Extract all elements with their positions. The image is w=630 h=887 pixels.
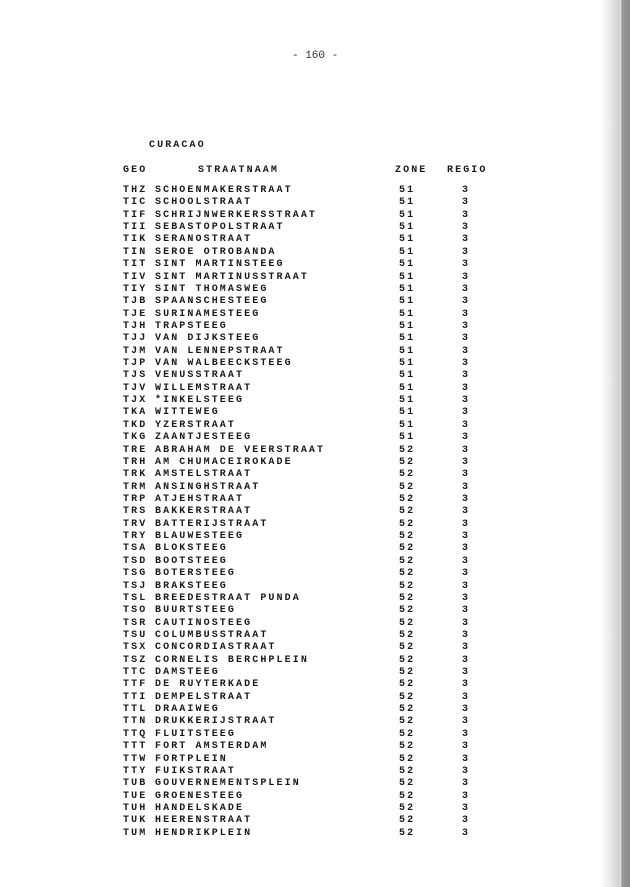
regio: 3 [462,555,471,567]
geo-code: TIF [123,209,148,221]
regio: 3 [462,456,471,468]
regio: 3 [462,642,471,654]
zone: 52 [399,728,416,740]
zone: 52 [399,617,416,629]
geo-code: TIN [123,246,148,258]
geo-code: TJS [123,370,148,382]
geo-code: TJJ [123,333,148,345]
zone: 51 [399,419,416,431]
geo-code: TJE [123,308,148,320]
geo-code: TRK [123,469,148,481]
regio: 3 [462,419,471,431]
geo-code: TTC [123,667,148,679]
zone: 51 [399,234,416,246]
page-number: - 160 - [292,50,339,62]
street-name: FORT AMSTERDAM [155,741,269,753]
regio: 3 [462,518,471,530]
zone: 52 [399,741,416,753]
geo-code: TRV [123,518,148,530]
regio: 3 [462,815,471,827]
geo-code: THZ [123,185,148,196]
street-name: FUIKSTRAAT [155,765,237,777]
regio: 3 [462,667,471,679]
regio: 3 [462,234,471,246]
street-name: CONCORDIASTRAAT [155,642,277,654]
geo-code: TUB [123,778,148,790]
zone: 51 [399,259,416,271]
regio: 3 [462,654,471,666]
geo-code: TTN [123,716,148,728]
street-name: WILLEMSTRAAT [155,382,253,394]
street-name: VAN DIJKSTEEG [155,333,261,345]
street-name: VENUSSTRAAT [155,370,245,382]
geo-code: TSG [123,568,148,580]
zone: 51 [399,246,416,258]
regio: 3 [462,778,471,790]
street-name: DRAAIWEG [155,704,220,716]
zone: 52 [399,790,416,802]
zone: 52 [399,642,416,654]
regio: 3 [462,827,471,839]
geo-code: TIT [123,259,148,271]
street-name: BUURTSTEEG [155,605,237,617]
geo-code: TSO [123,605,148,617]
geo-code: TKD [123,419,148,431]
zone: 51 [399,283,416,295]
regio: 3 [462,333,471,345]
regio: 3 [462,370,471,382]
regio: 3 [462,543,471,555]
zone: 52 [399,667,416,679]
zone: 52 [399,456,416,468]
street-name: SERANOSTRAAT [155,234,253,246]
street-name: HANDELSKADE [155,803,245,814]
regio: 3 [462,617,471,629]
regio: 3 [462,494,471,505]
zone: 51 [399,209,416,221]
regio: 3 [462,222,471,234]
zone: 52 [399,803,416,814]
geo-code: TSA [123,543,148,555]
zone: 52 [399,592,416,604]
street-name: SEROE OTROBANDA [155,246,277,258]
street-name: CAUTINOSTEEG [155,617,253,629]
street-name: TRAPSTEEG [155,320,228,332]
regio: 3 [462,382,471,394]
regio: 3 [462,790,471,802]
zone: 51 [399,333,416,345]
regio: 3 [462,209,471,221]
regio: 3 [462,741,471,753]
zone: 51 [399,382,416,394]
geo-code: TUK [123,815,148,827]
street-name: SCHOENMAKERSTRAAT [155,185,293,196]
street-name: BATTERIJSTRAAT [155,518,269,530]
regio: 3 [462,716,471,728]
geo-code: TRH [123,456,148,468]
zone: 52 [399,765,416,777]
zone: 52 [399,629,416,641]
zone: 52 [399,580,416,592]
street-name: BREEDESTRAAT PUNDA [155,592,301,604]
zone: 51 [399,345,416,357]
street-name: HEERENSTRAAT [155,815,253,827]
zone: 52 [399,778,416,790]
zone: 52 [399,827,416,839]
zone: 52 [399,469,416,481]
street-name: YZERSTRAAT [155,419,237,431]
street-name: FLUITSTEEG [155,728,237,740]
zone: 51 [399,185,416,196]
street-name: DEMPELSTRAAT [155,691,253,703]
zone: 51 [399,320,416,332]
regio: 3 [462,308,471,320]
street-name: GOUVERNEMENTSPLEIN [155,778,301,790]
section-title: CURACAO [149,140,206,151]
geo-code: TSU [123,629,148,641]
regio: 3 [462,481,471,493]
regio: 3 [462,432,471,444]
geo-code: TRP [123,494,148,505]
street-name: GROENESTEEG [155,790,245,802]
geo-code: TJV [123,382,148,394]
street-name: HENDRIKPLEIN [155,827,253,839]
zone: 51 [399,407,416,419]
zone: 52 [399,518,416,530]
regio: 3 [462,296,471,308]
regio: 3 [462,407,471,419]
street-name: *INKELSTEEG [155,395,245,407]
regio: 3 [462,753,471,765]
street-name: AMSTELSTRAAT [155,469,253,481]
geo-code: TRM [123,481,148,493]
street-name: ATJEHSTRAAT [155,494,245,505]
zone: 52 [399,543,416,555]
street-name: FORTPLEIN [155,753,228,765]
street-name: SEBASTOPOLSTRAAT [155,222,285,234]
zone: 51 [399,271,416,283]
regio: 3 [462,271,471,283]
geo-code: TIK [123,234,148,246]
geo-code: TIV [123,271,148,283]
geo-code: TTQ [123,728,148,740]
street-name: BLAUWESTEEG [155,531,245,543]
regio: 3 [462,320,471,332]
street-name: SINT MARTINSTEEG [155,259,285,271]
geo-code: TTW [123,753,148,765]
geo-code: TSZ [123,654,148,666]
street-name: AM CHUMACEIROKADE [155,456,293,468]
street-name: SCHRIJNWERKERSSTRAAT [155,209,318,221]
street-name: DRUKKERIJSTRAAT [155,716,277,728]
street-name: ANSINGHSTRAAT [155,481,261,493]
zone: 51 [399,395,416,407]
geo-code: TUH [123,803,148,814]
page-edge-shadow [600,0,630,887]
street-name: BRAKSTEEG [155,580,228,592]
zone: 51 [399,358,416,370]
geo-code: TJH [123,320,148,332]
regio: 3 [462,246,471,258]
geo-code: TJM [123,345,148,357]
geo-code: TKA [123,407,148,419]
street-name: BLOKSTEEG [155,543,228,555]
geo-code: TSL [123,592,148,604]
geo-code: TSR [123,617,148,629]
regio: 3 [462,259,471,271]
regio: 3 [462,358,471,370]
zone: 52 [399,654,416,666]
geo-code: TRE [123,444,148,456]
zone: 52 [399,704,416,716]
geo-code: TTL [123,704,148,716]
zone: 51 [399,308,416,320]
regio: 3 [462,469,471,481]
regio: 3 [462,728,471,740]
street-name: ZAANTJESTEEG [155,432,253,444]
zone: 51 [399,296,416,308]
street-name: SPAANSCHESTEEG [155,296,269,308]
geo-code: TJX [123,395,148,407]
zone: 51 [399,370,416,382]
street-name: SURINAMESTEEG [155,308,261,320]
regio: 3 [462,568,471,580]
street-name: DE RUYTERKADE [155,679,261,691]
regio: 3 [462,704,471,716]
geo-code: TTT [123,741,148,753]
street-name: SINT THOMASWEG [155,283,269,295]
zone: 52 [399,568,416,580]
zone: 52 [399,815,416,827]
street-name: BOTERSTEEG [155,568,237,580]
geo-code: TSX [123,642,148,654]
regio: 3 [462,592,471,604]
regio: 3 [462,395,471,407]
zone: 52 [399,481,416,493]
geo-code: TRY [123,531,148,543]
regio: 3 [462,185,471,196]
geo-code: TJB [123,296,148,308]
zone: 51 [399,197,416,209]
header-regio: REGIO [447,165,488,176]
zone: 52 [399,444,416,456]
zone: 52 [399,605,416,617]
street-name: SINT MARTINUSSTRAAT [155,271,309,283]
geo-code: TRS [123,506,148,518]
header-straatnaam: STRAATNAAM [198,165,280,176]
zone: 52 [399,753,416,765]
regio: 3 [462,506,471,518]
street-name: BAKKERSTRAAT [155,506,253,518]
geo-code: TTY [123,765,148,777]
street-name: ABRAHAM DE VEERSTRAAT [155,444,326,456]
regio: 3 [462,345,471,357]
regio: 3 [462,444,471,456]
zone: 52 [399,716,416,728]
regio: 3 [462,283,471,295]
header-geo: GEO [123,165,148,176]
regio: 3 [462,765,471,777]
zone: 52 [399,679,416,691]
geo-code: TTF [123,679,148,691]
regio: 3 [462,531,471,543]
zone: 51 [399,222,416,234]
geo-code: TJP [123,358,148,370]
street-name: VAN LENNEPSTRAAT [155,345,285,357]
regio: 3 [462,691,471,703]
regio: 3 [462,679,471,691]
regio: 3 [462,803,471,814]
geo-code: TKG [123,432,148,444]
street-name: SCHOOLSTRAAT [155,197,253,209]
regio: 3 [462,605,471,617]
header-zone: ZONE [395,165,428,176]
zone: 52 [399,555,416,567]
street-name: DAMSTEEG [155,667,220,679]
geo-code: TSD [123,555,148,567]
geo-code: TSJ [123,580,148,592]
geo-code: TIC [123,197,148,209]
zone: 51 [399,432,416,444]
geo-code: TTI [123,691,148,703]
regio: 3 [462,629,471,641]
zone: 52 [399,531,416,543]
geo-code: TIY [123,283,148,295]
zone: 52 [399,506,416,518]
regio: 3 [462,197,471,209]
street-name: VAN WALBEECKSTEEG [155,358,293,370]
geo-code: TUE [123,790,148,802]
regio: 3 [462,580,471,592]
street-name: CORNELIS BERCHPLEIN [155,654,309,666]
street-name: BOOTSTEEG [155,555,228,567]
geo-code: TII [123,222,148,234]
zone: 52 [399,494,416,505]
geo-code: TUM [123,827,148,839]
street-name: COLUMBUSSTRAAT [155,629,269,641]
street-name: WITTEWEG [155,407,220,419]
zone: 52 [399,691,416,703]
